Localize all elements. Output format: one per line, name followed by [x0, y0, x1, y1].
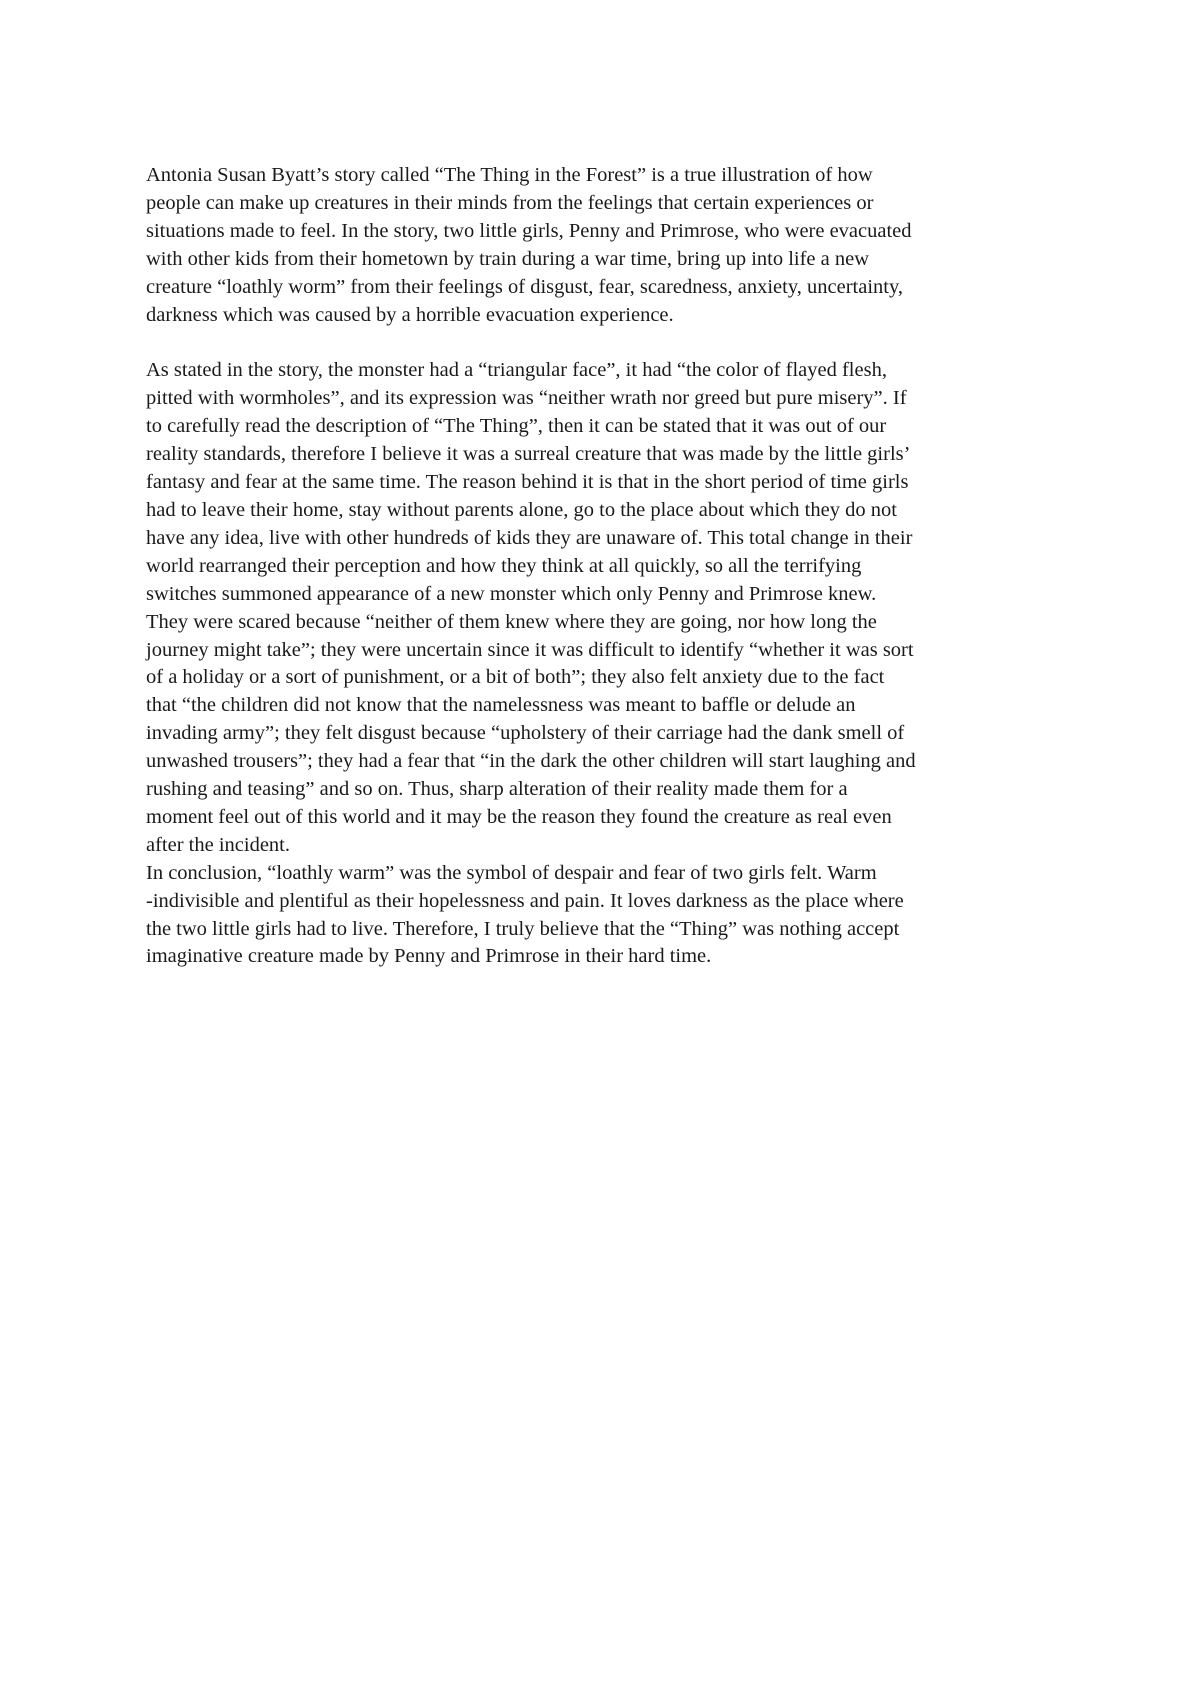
document-body [146, 162, 1076, 971]
paragraph-introduction: Antonia Susan Byatt’s story called “The Thing in the Forest” is a true illustration of how people can make up creatures in their minds from the feelings that certain experiences or situations made to feel. In the story, two little girls, Penny and Primrose, who were evacuated with other kids from their hometown by train during a war time, bring up into life a new creature “loathly worm” from their feelings of disgust, fear, scaredness, anxiety, uncertainty, darkness which was caused by a horrible evacuation experience. [146, 164, 912, 326]
paragraph-analysis: As stated in the story, the monster had a “triangular face”, it had “the color of flayed flesh, pitted with wormholes”, and its expression was “neither wrath nor greed but pure misery”. If to carefully read the description of “The Thing”, then it can be stated that it was out of our reality standards, therefore I believe it was a surreal creature that was made by the little girls’ fantasy and fear at the same time. The reason behind it is that in the short period of time girls had to leave their home, stay without parents alone, go to the place about which they do not have any idea, live with other hundreds of kids they are unaware of. This total change in their world rearranged their perception and how they think at all quickly, so all the terrifying switches summoned appearance of a new monster which only Penny and Primrose knew. They were scared because “neither of them knew where they are going, nor how long the journey might take”; they were uncertain since it was difficult to identify “whether it was sort of a holiday or a sort of punishment, or a bit of both”; they also felt anxiety due to the fact that “the children did not know that the namelessness was meant to baffle or delude an invading army”; they felt disgust because “upholstery of their carriage had the dank smell of unwashed trousers”; they had a fear that “in the dark the other children will start laughing and rushing and teasing” and so on. Thus, sharp alteration of their reality made them for a moment feel out of this world and it may be the reason they found the creature as real even after the incident. [146, 359, 916, 856]
paragraph-conclusion: In conclusion, “loathly warm” was the symbol of despair and fear of two girls felt. Warm -indivisible and plentiful as their hopelessness and pain. It loves darkness as the place where the two little girls had to live. Therefore, I truly believe that the “Thing” was nothing accept imaginative creature made by Penny and Primrose in their hard time. [146, 861, 904, 968]
